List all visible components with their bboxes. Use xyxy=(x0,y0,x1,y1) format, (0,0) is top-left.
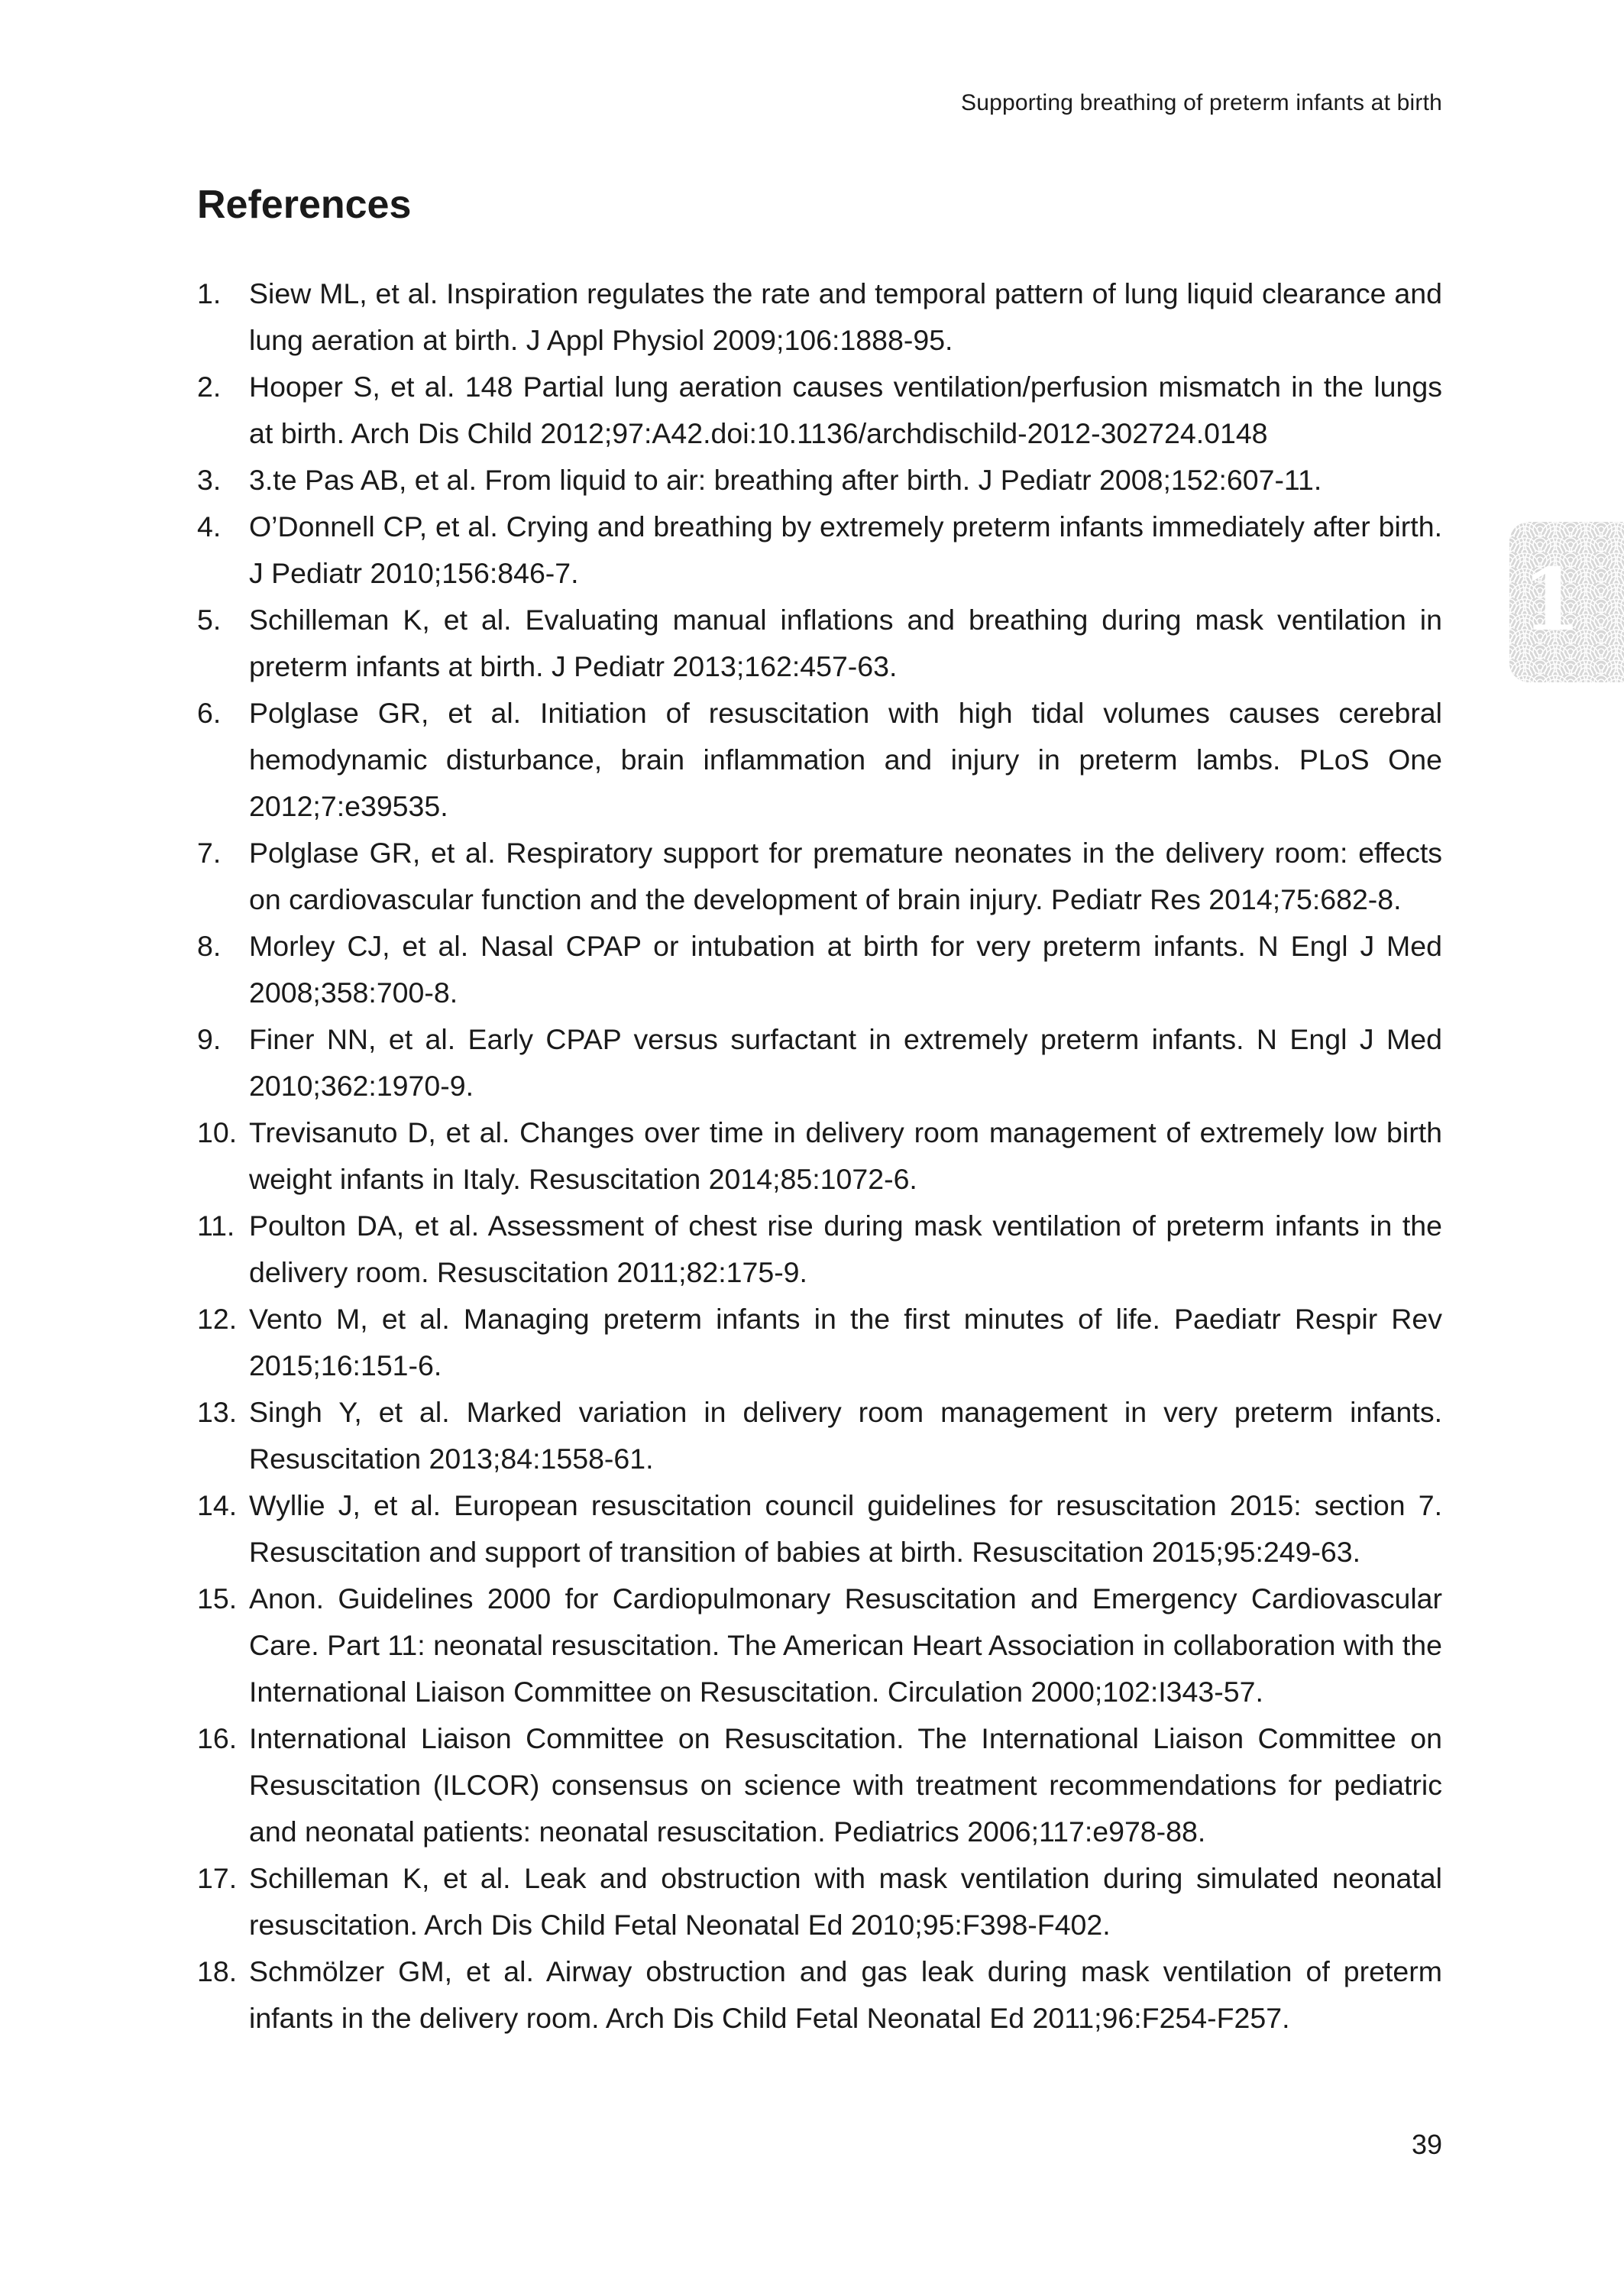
running-header: Supporting breathing of preterm infants at birth xyxy=(961,90,1442,115)
reference-item xyxy=(197,270,1442,364)
reference-number: 9. xyxy=(197,1023,222,1055)
reference-item xyxy=(197,1389,1442,1482)
reference-text: Trevisanuto D, et al. Changes over time in delivery room management of extremely low birth weight infants in Italy. Resuscitation 2014;85:1072-6. xyxy=(249,1116,1442,1195)
reference-item xyxy=(197,1296,1442,1389)
reference-text: Singh Y, et al. Marked variation in delivery room management in very preterm infants. Resuscitation 2013;84:1558-61. xyxy=(249,1396,1442,1475)
reference-number: 17. xyxy=(197,1862,238,1894)
reference-number: 13. xyxy=(197,1396,238,1428)
reference-item xyxy=(197,1016,1442,1109)
page-number: 39 xyxy=(1411,2129,1442,2160)
chapter-number: 1 xyxy=(1522,550,1581,650)
reference-text: O’Donnell CP, et al. Crying and breathing by extremely preterm infants immediately after birth. J Pediatr 2010;156:846-7. xyxy=(249,510,1442,589)
reference-item xyxy=(197,1576,1442,1715)
reference-text: Polglase GR, et al. Respiratory support for premature neonates in the delivery room: effects on cardiovascular function and the development of brain injury. Pediatr Res 2014;75:682-8. xyxy=(249,837,1442,915)
reference-item xyxy=(197,364,1442,457)
reference-text: Finer NN, et al. Early CPAP versus surfactant in extremely preterm infants. N Engl J Med 2010;362:1970-9. xyxy=(249,1023,1442,1102)
reference-item xyxy=(197,597,1442,690)
reference-item xyxy=(197,1855,1442,1948)
reference-text: Morley CJ, et al. Nasal CPAP or intubation at birth for very preterm infants. N Engl J Med 2008;358:700-8. xyxy=(249,930,1442,1009)
section-title: References xyxy=(197,183,412,227)
reference-number: 6. xyxy=(197,697,222,729)
reference-item xyxy=(197,830,1442,923)
reference-text: International Liaison Committee on Resuscitation. The International Liaison Committee on Resuscitation (ILCOR) consensus on science with treatment recommendations for pediatric and neonatal patients: neonatal resuscitation. Pediatrics 2006;117:e978-88. xyxy=(249,1722,1442,1848)
reference-number: 15. xyxy=(197,1582,238,1614)
reference-text: Wyllie J, et al. European resuscitation council guidelines for resuscitation 2015: section 7. Resuscitation and support of transition of babies at birth. Resuscitation 2015;95:249-63. xyxy=(249,1489,1442,1568)
reference-text: Schilleman K, et al. Evaluating manual inflations and breathing during mask ventilation in preterm infants at birth. J Pediatr 2013;162:457-63. xyxy=(249,604,1442,682)
reference-number: 2. xyxy=(197,371,222,403)
reference-number: 5. xyxy=(197,604,222,636)
reference-item xyxy=(197,1203,1442,1296)
reference-item xyxy=(197,690,1442,830)
reference-number: 18. xyxy=(197,1955,238,1987)
reference-item xyxy=(197,1109,1442,1203)
reference-text: Poulton DA, et al. Assessment of chest rise during mask ventilation of preterm infants in the delivery room. Resuscitation 2011;82:175-9. xyxy=(249,1210,1442,1288)
chapter-tab xyxy=(1509,522,1624,682)
reference-number: 12. xyxy=(197,1303,238,1335)
reference-text: Siew ML, et al. Inspiration regulates the rate and temporal pattern of lung liquid clearance and lung aeration at birth. J Appl Physiol 2009;106:1888-95. xyxy=(249,277,1442,356)
reference-number: 4. xyxy=(197,510,222,542)
reference-number: 11. xyxy=(197,1210,235,1242)
reference-number: 7. xyxy=(197,837,222,869)
reference-text: Schilleman K, et al. Leak and obstruction with mask ventilation during simulated neonatal resuscitation. Arch Dis Child Fetal Neonatal Ed 2010;95:F398-F402. xyxy=(249,1862,1442,1941)
reference-text: Schmölzer GM, et al. Airway obstruction and gas leak during mask ventilation of preterm infants in the delivery room. Arch Dis Child Fetal Neonatal Ed 2011;96:F254-F257. xyxy=(249,1955,1442,2034)
reference-text: Polglase GR, et al. Initiation of resuscitation with high tidal volumes causes cerebral hemodynamic disturbance, brain inflammation and injury in preterm lambs. PLoS One 2012;7:e39535. xyxy=(249,697,1442,822)
reference-item xyxy=(197,1948,1442,2042)
reference-text: 3.te Pas AB, et al. From liquid to air: breathing after birth. J Pediatr 2008;152:607-11. xyxy=(249,464,1322,496)
reference-item xyxy=(197,457,1442,504)
reference-number: 10. xyxy=(197,1116,238,1148)
reference-number: 16. xyxy=(197,1722,238,1754)
reference-number: 1. xyxy=(197,277,222,309)
reference-number: 14. xyxy=(197,1489,238,1521)
reference-text: Anon. Guidelines 2000 for Cardiopulmonary Resuscitation and Emergency Cardiovascular Care. Part 11: neonatal resuscitation. The American Heart Association in collaboration with the International Liaison Committee on Resuscitation. Circulation 2000;102:I343-57. xyxy=(249,1582,1442,1708)
reference-text: Hooper S, et al. 148 Partial lung aeration causes ventilation/perfusion mismatch in the lungs at birth. Arch Dis Child 2012;97:A42.doi:10.1136/archdischild-2012-302724.0148 xyxy=(249,371,1442,449)
reference-number: 8. xyxy=(197,930,222,962)
reference-list xyxy=(197,270,1442,2042)
reference-item xyxy=(197,1715,1442,1855)
reference-item xyxy=(197,1482,1442,1576)
reference-number: 3. xyxy=(197,464,222,496)
reference-item xyxy=(197,504,1442,597)
reference-item xyxy=(197,923,1442,1016)
reference-text: Vento M, et al. Managing preterm infants in the first minutes of life. Paediatr Respir Rev 2015;16:151-6. xyxy=(249,1303,1442,1381)
